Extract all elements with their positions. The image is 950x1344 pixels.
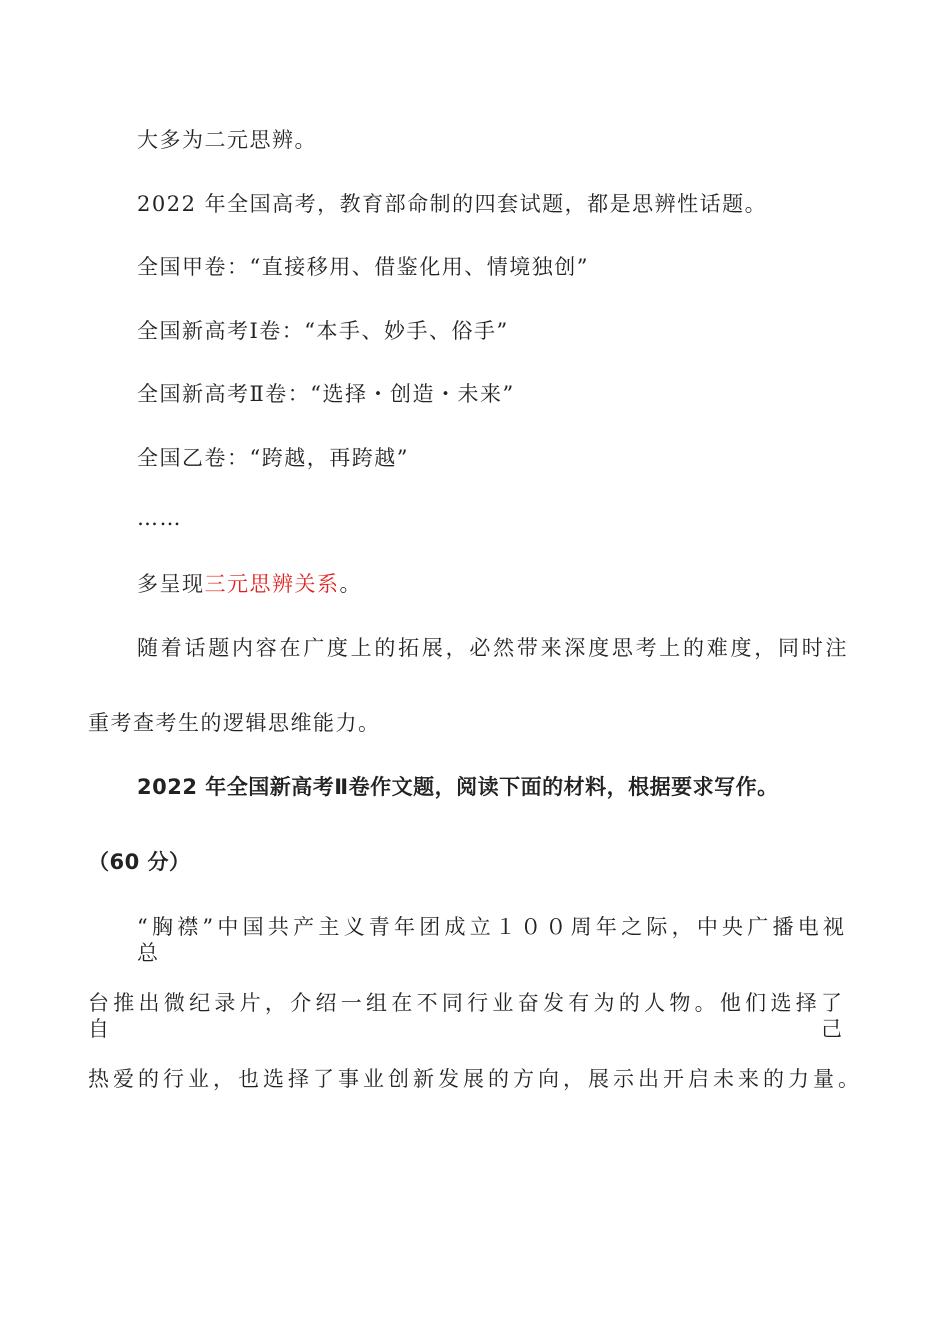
text-line: 全国乙卷：“跨越，再跨越”	[137, 446, 409, 470]
highlighted-text: 三元思辨关系	[204, 572, 340, 596]
text-line: 大多为二元思辨。	[137, 128, 317, 152]
material-line: “胸襟”中国共产主义青年团成立１００周年之际，中央广播电视总	[137, 915, 848, 965]
heading-line: 2022 年全国新高考Ⅱ卷作文题，阅读下面的材料，根据要求写作。	[137, 775, 779, 799]
text-line: 全国甲卷：“直接移用、借鉴化用、情境独创”	[137, 255, 589, 279]
paragraph-line: 随着话题内容在广度上的拓展，必然带来深度思考上的难度，同时注	[137, 636, 848, 660]
material-line: 热爱的行业，也选择了事业创新发展的方向，展示出开启未来的力量。	[88, 1067, 863, 1091]
text-line: 2022 年全国高考，教育部命制的四套试题，都是思辨性话题。	[137, 192, 768, 216]
text-line	[137, 571, 362, 597]
text-line: 全国新高考Ⅰ卷：“本手、妙手、俗手”	[137, 319, 509, 343]
ellipsis: ……	[137, 506, 182, 530]
paragraph-line: 重考查考生的逻辑思维能力。	[88, 711, 381, 735]
material-line: 台推出微纪录片，介绍一组在不同行业奋发有为的人物。他们选择了自己	[88, 991, 846, 1041]
text-suffix: 。	[339, 572, 362, 596]
text-prefix: 多呈现	[137, 572, 205, 596]
text-line: 全国新高考Ⅱ卷：“选择・创造・未来”	[137, 382, 515, 406]
heading-line: （60 分）	[88, 850, 191, 874]
